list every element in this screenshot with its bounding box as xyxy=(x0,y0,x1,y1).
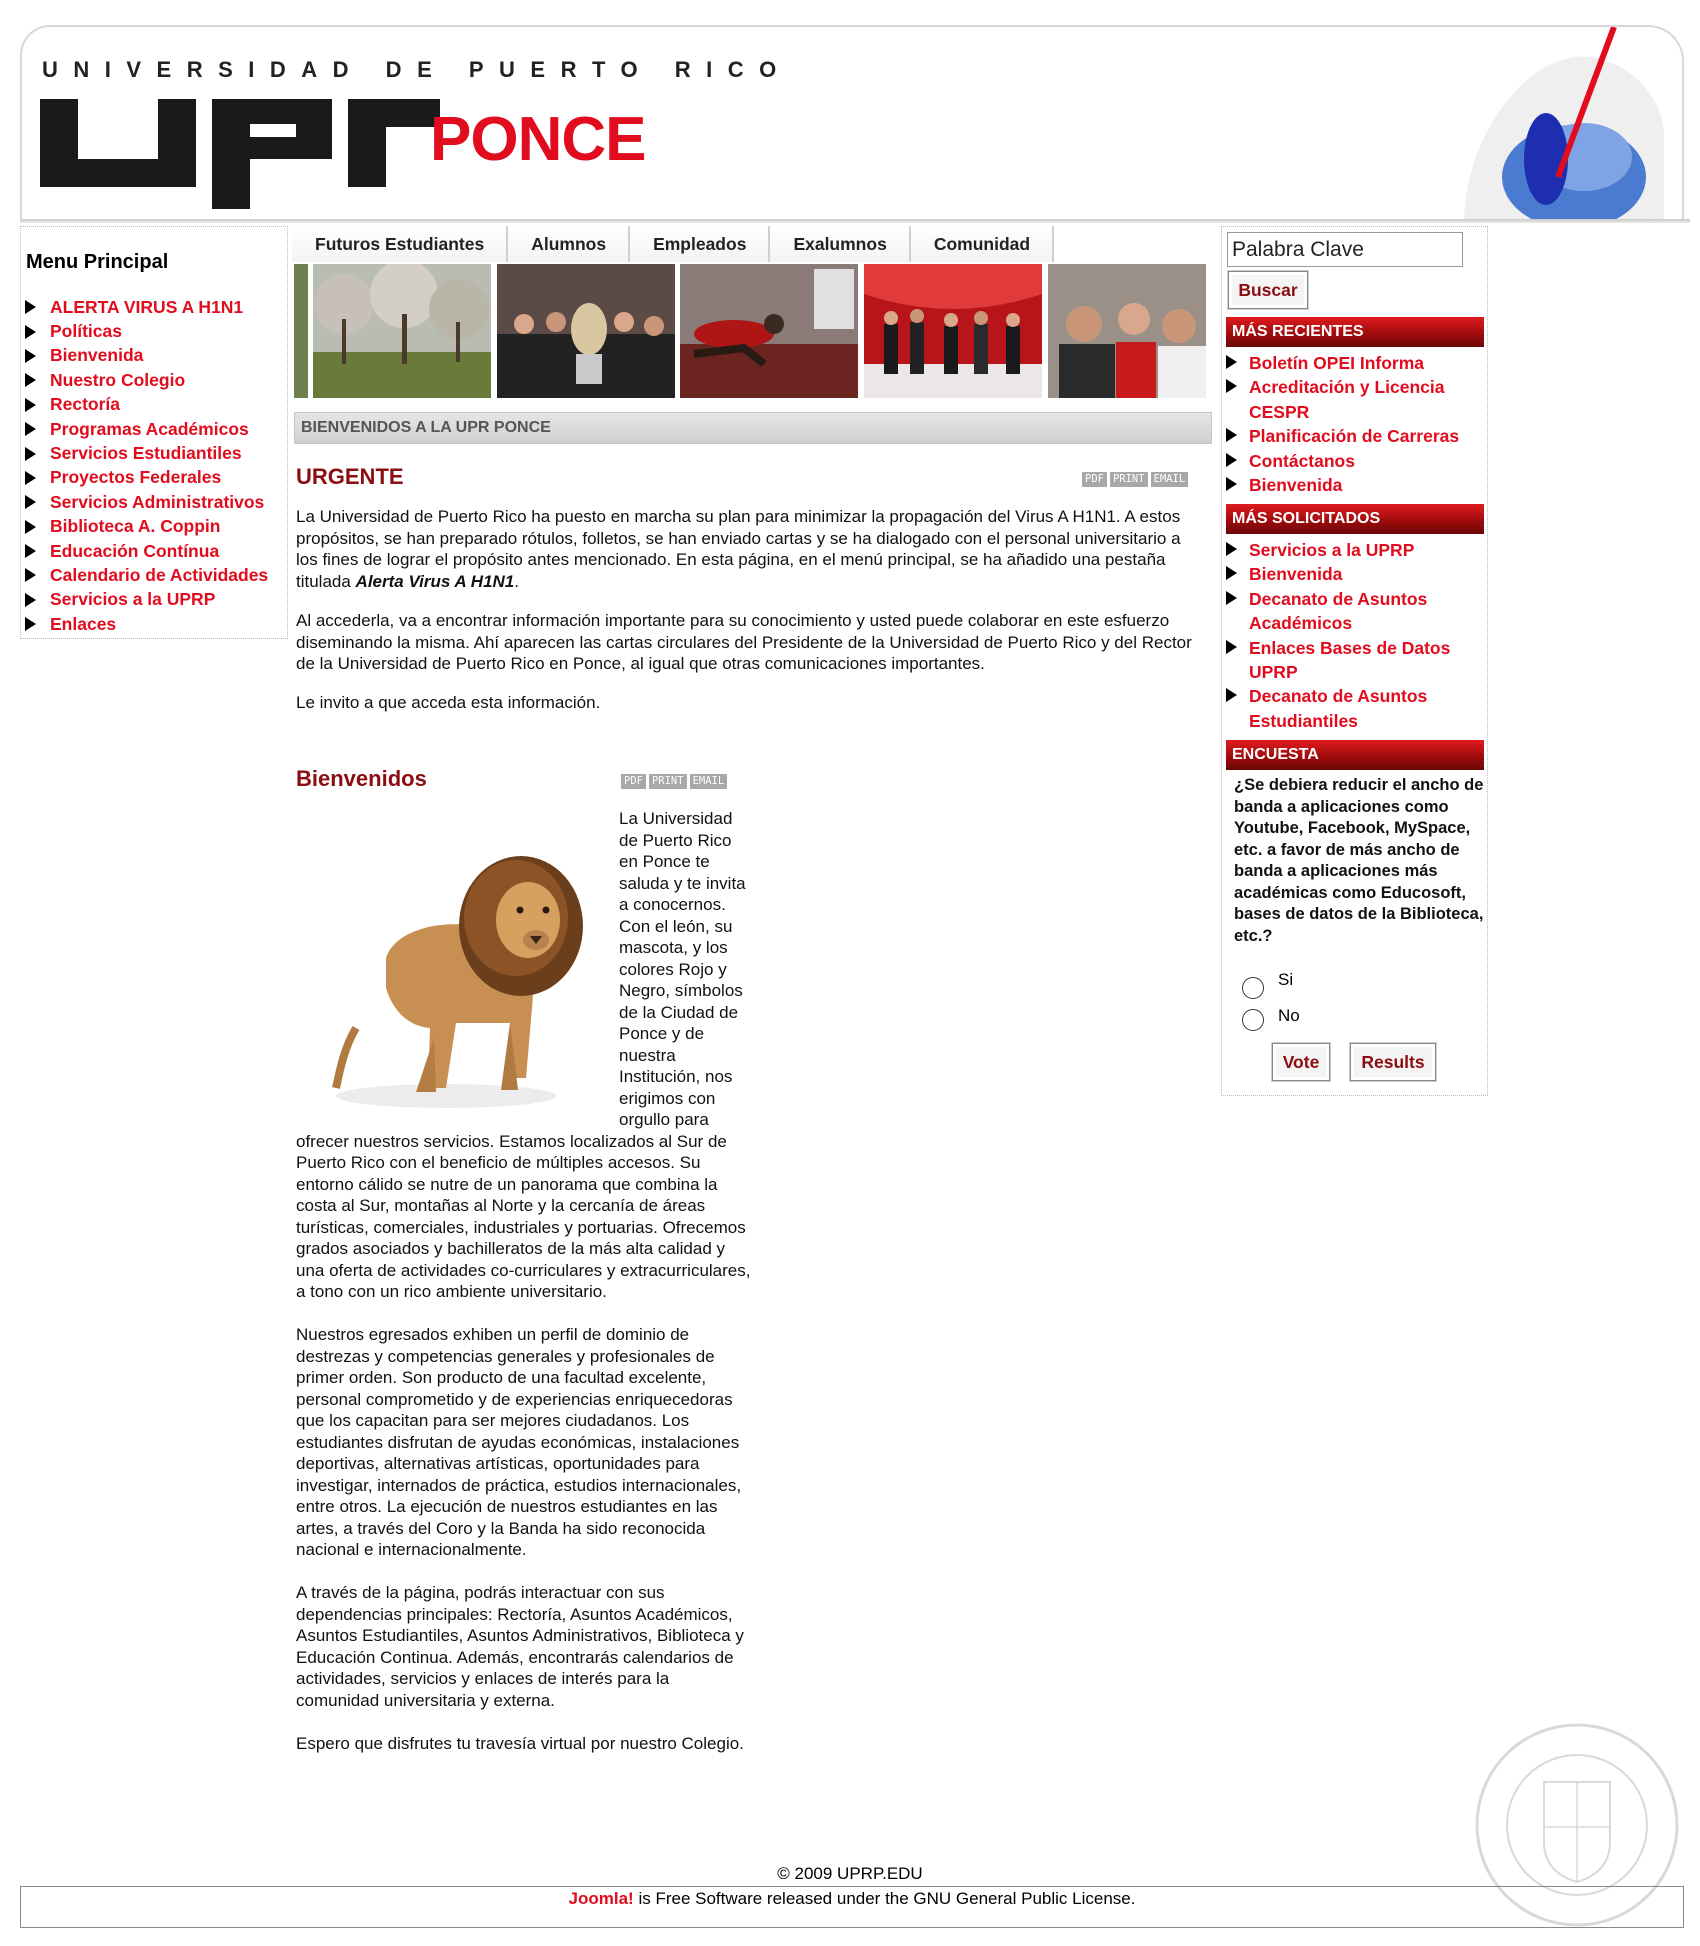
menu-link[interactable]: Servicios a la UPRP xyxy=(50,589,216,610)
recent-list xyxy=(1226,351,1484,497)
article-bienvenidos-actions xyxy=(621,774,727,789)
menu-link[interactable]: Calendario de Actividades xyxy=(50,564,269,585)
list-item[interactable] xyxy=(1226,424,1484,448)
menu-item-politicas[interactable] xyxy=(25,319,268,343)
menu-link[interactable]: Nuestro Colegio xyxy=(50,369,186,390)
arrow-right-icon xyxy=(1226,566,1237,580)
arrow-right-icon xyxy=(1226,453,1237,467)
article-urgente-emphasis: Alerta Virus A H1N1 xyxy=(355,571,515,591)
menu-item-programas[interactable] xyxy=(25,417,268,441)
site-footer xyxy=(20,1886,1684,1928)
menu-link[interactable]: Programas Académicos xyxy=(50,418,249,439)
arrow-right-icon xyxy=(25,349,36,363)
photo-team xyxy=(497,264,675,398)
menu-item-servicios-estudiantiles[interactable] xyxy=(25,441,268,465)
menu-item-educacion-continua[interactable] xyxy=(25,539,268,563)
arrow-right-icon xyxy=(25,593,36,607)
poll-header: ENCUESTA xyxy=(1226,740,1484,770)
vote-button[interactable]: Vote xyxy=(1272,1043,1330,1081)
menu-link[interactable]: Servicios Administrativos xyxy=(50,491,265,512)
list-item[interactable] xyxy=(1226,562,1484,586)
recent-link[interactable]: Boletín OPEI Informa xyxy=(1249,353,1425,373)
list-item[interactable] xyxy=(1226,684,1484,733)
arrow-right-icon xyxy=(25,471,36,485)
search-button[interactable]: Buscar xyxy=(1228,271,1308,309)
list-item[interactable] xyxy=(1226,449,1484,473)
arrow-right-icon xyxy=(1226,477,1237,491)
print-icon[interactable]: PRINT xyxy=(649,774,687,789)
header-divider xyxy=(20,219,1690,223)
pdf-icon[interactable]: PDF xyxy=(621,774,646,789)
main-menu-list xyxy=(25,295,268,636)
poll-option-no[interactable] xyxy=(1242,1006,1300,1031)
article-bienvenidos-body xyxy=(296,808,752,1776)
article-urgente-actions xyxy=(1082,472,1188,487)
poll-option-label: Si xyxy=(1278,970,1294,989)
welcome-bar: BIENVENIDOS A LA UPR PONCE xyxy=(294,412,1212,444)
recent-link[interactable]: Acreditación y Licencia CESPR xyxy=(1249,377,1445,422)
menu-item-proyectos-federales[interactable] xyxy=(25,466,268,490)
article-bienvenidos-paragraph-2: Nuestros egresados exhiben un perfil de dominio de destrezas y competencias generales y profesionales de primer orden. Son producto de una facultad excelente, personal comprometido y de experiencias enriquecedoras que los capacitan para ser mejores ciudadanos. Los estudiantes disfrutan de ayudas económicas, instalaciones deportivas, alternativas artísticas, oportunidades para investigar, internados de práctica, estudios internacionales, entre otros. La ejecución de nuestros estudiantes en las artes, a través del Coro y la Banda ha sido reconocida nacional e internacionalmente. xyxy=(296,1325,742,1559)
article-bienvenidos-paragraph-3: A través de la página, podrás interactuar con sus dependencias principales: Rectoría, Asuntos Académicos, Asuntos Estudiantiles, Asuntos Administrativos, Biblioteca y Educación Continua. Además, encontrarás calendarios de actividades, servicios y enlaces de interés para la comunidad universitaria y externa. xyxy=(296,1583,744,1710)
recent-link[interactable]: Planificación de Carreras xyxy=(1249,426,1460,447)
article-urgente-title: URGENTE xyxy=(296,464,404,489)
arrow-right-icon xyxy=(1226,591,1237,605)
menu-item-calendario[interactable] xyxy=(25,563,268,587)
arrow-right-icon xyxy=(25,617,36,631)
arrow-right-icon xyxy=(1226,355,1237,369)
list-item[interactable] xyxy=(1226,636,1484,685)
photo-strip xyxy=(294,264,1206,398)
pdf-icon[interactable]: PDF xyxy=(1082,472,1107,487)
poll-option-label: No xyxy=(1278,1006,1300,1025)
joomla-link[interactable]: Joomla! xyxy=(568,1889,634,1908)
list-item[interactable] xyxy=(1226,375,1484,424)
university-name: UNIVERSIDAD DE PUERTO RICO xyxy=(42,57,792,82)
results-button[interactable]: Results xyxy=(1350,1043,1436,1081)
campus-name: PONCE xyxy=(430,105,646,174)
arrow-right-icon xyxy=(1226,688,1237,702)
list-item[interactable] xyxy=(1226,473,1484,497)
photo-edge xyxy=(294,264,308,398)
arrow-right-icon xyxy=(25,544,36,558)
arrow-right-icon xyxy=(25,373,36,387)
main-menu xyxy=(20,226,288,639)
radio-no[interactable] xyxy=(1242,1009,1264,1031)
tab-futuros-estudiantes[interactable]: Futuros Estudiantes xyxy=(292,226,508,262)
menu-link[interactable]: Proyectos Federales xyxy=(50,467,222,488)
article-urgente-paragraph-1 xyxy=(296,506,1196,592)
arrow-right-icon xyxy=(25,447,36,461)
article-bienvenidos-paragraph-4: Espero que disfrutes tu travesía virtual por nuestro Colegio. xyxy=(296,1733,744,1753)
arrow-right-icon xyxy=(1226,542,1237,556)
photo-crowd xyxy=(1048,264,1206,398)
article-urgente-text: La Universidad de Puerto Rico ha puesto en marcha su plan para minimizar la propagación del Virus A H1N1. A estos propósitos, se han preparado rótulos, folletos, se han enviado cartas y se ha dialogado con el personal universitario a los fines de lograr el propósito antes mencionado. En esta página, en el menú principal, se ha añadido una pestaña titulada xyxy=(296,507,1181,591)
menu-item-nuestro-colegio[interactable] xyxy=(25,368,268,392)
lion-mascot-image xyxy=(296,808,619,1116)
tab-empleados[interactable]: Empleados xyxy=(630,226,770,262)
photo-runner xyxy=(680,264,858,398)
tab-exalumnos[interactable]: Exalumnos xyxy=(770,226,910,262)
menu-item-bienvenida[interactable] xyxy=(25,344,268,368)
footer-license: is Free Software released under the GNU General Public License. xyxy=(633,1889,1136,1908)
menu-link[interactable]: Bienvenida xyxy=(50,345,144,366)
main-menu-title: Menu Principal xyxy=(26,251,169,273)
arrow-right-icon xyxy=(25,495,36,509)
arrow-right-icon xyxy=(25,520,36,534)
footer-copyright: © 2009 UPRP.EDU xyxy=(777,1864,923,1883)
article-urgente-paragraph-2: Al accederla, va a encontrar información importante para su conocimiento y usted puede colaborar en este esfuerzo diseminando la misma. Ahí aparecen las cartas circulares del Presidente de la Universidad de Puerto Rico y del Rector de la Universidad de Puerto Rico en Ponce, al igual que otras comunicaciones importantes. xyxy=(296,611,1192,673)
search-input[interactable] xyxy=(1227,232,1463,267)
arrow-right-icon xyxy=(25,300,36,314)
arrow-right-icon xyxy=(1226,379,1237,393)
arrow-right-icon xyxy=(1226,640,1237,654)
email-icon[interactable]: EMAIL xyxy=(690,774,728,789)
photo-ceremony xyxy=(864,264,1042,398)
menu-item-servicios-administrativos[interactable] xyxy=(25,490,268,514)
menu-item-alerta[interactable] xyxy=(25,295,268,319)
tab-alumnos[interactable]: Alumnos xyxy=(508,226,630,262)
recent-link[interactable]: Bienvenida xyxy=(1249,475,1343,496)
menu-link[interactable]: Enlaces xyxy=(50,613,117,634)
menu-link[interactable]: ALERTA VIRUS A H1N1 xyxy=(50,296,244,317)
popular-link[interactable]: Decanato de Asuntos Estudiantiles xyxy=(1249,686,1428,731)
recent-header: MÁS RECIENTES xyxy=(1226,317,1484,347)
menu-item-enlaces[interactable] xyxy=(25,612,268,636)
right-sidebar xyxy=(1221,226,1488,1096)
print-icon[interactable]: PRINT xyxy=(1110,472,1148,487)
site-header xyxy=(20,25,1684,221)
popular-link[interactable]: Servicios a la UPRP xyxy=(1249,540,1415,560)
popular-link[interactable]: Enlaces Bases de Datos UPRP xyxy=(1249,637,1451,683)
poll-question: ¿Se debiera reducir el ancho de banda a aplicaciones como Youtube, Facebook, MySpace, etc. a favor de más ancho de banda a aplicaciones más académicas como Educosoft, bases de datos de la Biblioteca, etc.? xyxy=(1234,776,1484,945)
article-bienvenidos-paragraph-1: La Universidad de Puerto Rico en Ponce te saluda y te invita a conocernos. Con el león, su mascota, y los colores Rojo y Negro, símbolos de la Ciudad de Ponce y de nuestra Institución, nos erigimos con orgullo para ofrecer nuestros servicios. Estamos localizados al Sur de Puerto Rico con el beneficio de múltiples accesos. Su entorno cálido se nutre de un panorama que combina la costa al Sur, montañas al Norte y la cercanía de áreas turísticas, comerciales, industriales y portuarias. Ofrecemos grados asociados y bachilleratos de la más alta calidad y una oferta de actividades co-curriculares y extracurriculares, a tono con un rico ambiente universitario. xyxy=(296,809,751,1301)
menu-item-servicios-uprp[interactable] xyxy=(25,588,268,612)
tab-comunidad[interactable]: Comunidad xyxy=(911,226,1054,262)
header-decoration xyxy=(1454,27,1664,221)
menu-link[interactable]: Servicios Estudiantiles xyxy=(50,443,242,464)
poll-option-si[interactable] xyxy=(1242,970,1294,999)
audience-tabs xyxy=(292,226,1054,262)
menu-item-biblioteca[interactable] xyxy=(25,515,268,539)
article-urgente-paragraph-3: Le invito a que acceda esta información. xyxy=(296,693,601,712)
arrow-right-icon xyxy=(25,422,36,436)
menu-link[interactable]: Rectoría xyxy=(50,394,121,415)
menu-link[interactable]: Educación Contínua xyxy=(50,540,220,561)
article-urgente-text-end: . xyxy=(514,571,520,591)
popular-header: MÁS SOLICITADOS xyxy=(1226,504,1484,534)
arrow-right-icon xyxy=(25,398,36,412)
list-item[interactable] xyxy=(1226,538,1484,562)
photo-trees xyxy=(313,264,491,398)
list-item[interactable] xyxy=(1226,587,1484,636)
article-bienvenidos-title: Bienvenidos xyxy=(296,766,427,791)
arrow-right-icon xyxy=(1226,428,1237,442)
arrow-right-icon xyxy=(25,568,36,582)
popular-link[interactable]: Bienvenida xyxy=(1249,564,1343,585)
arrow-right-icon xyxy=(25,325,36,339)
recent-link[interactable]: Contáctanos xyxy=(1249,450,1355,471)
popular-link[interactable]: Decanato de Asuntos Académicos xyxy=(1249,588,1428,634)
list-item[interactable] xyxy=(1226,351,1484,375)
menu-link[interactable]: Políticas xyxy=(50,321,122,342)
popular-list xyxy=(1226,538,1484,733)
menu-item-rectoria[interactable] xyxy=(25,393,268,417)
menu-link[interactable]: Biblioteca A. Coppin xyxy=(50,516,221,537)
radio-si[interactable] xyxy=(1242,977,1264,999)
upr-logo-mark xyxy=(40,99,440,209)
email-icon[interactable]: EMAIL xyxy=(1151,472,1189,487)
